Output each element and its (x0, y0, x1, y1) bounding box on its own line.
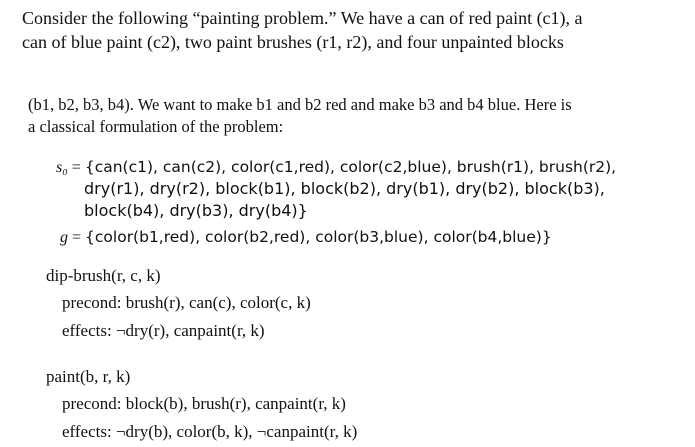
operator-dip-brush-precond: precond: brush(r), can(c), color(c, k) (62, 293, 311, 312)
goal-symbol: g (60, 229, 68, 246)
goal-equals: = (72, 229, 82, 246)
operator-dip-brush-head: dip-brush(r, c, k) (46, 266, 161, 285)
operator-paint-head: paint(b, r, k) (46, 367, 131, 386)
initial-state-line-3: block(b4), dry(b3), dry(b4)} (84, 201, 308, 220)
intro-line-2: can of blue paint (c2), two paint brushes (r1, r2), and four unpainted blocks (22, 32, 564, 52)
initial-state-set-1: {can(c1), can(c2), color(c1,red), color(c2,blue), brush(r1), brush(r2), (84, 158, 617, 176)
initial-state-equals: = (71, 159, 81, 176)
operator-paint-precond: precond: block(b), brush(r), canpaint(r, k) (62, 394, 346, 413)
initial-state-line-2: dry(r1), dry(r2), block(b1), block(b2), dry(b1), dry(b2), block(b3), (84, 179, 605, 198)
intro-line-1: Consider the following “painting problem.” We have a can of red paint (c1), a (22, 8, 583, 28)
operator-paint-effects: effects: ¬dry(b), color(b, k), ¬canpaint(r, k) (62, 422, 358, 441)
operator-dip-brush-effects: effects: ¬dry(r), canpaint(r, k) (62, 321, 265, 340)
para2-line-1: (b1, b2, b3, b4). We want to make b1 and b2 red and make b3 and b4 blue. Here is (28, 95, 572, 114)
initial-state-symbol: s₀ (56, 159, 68, 176)
initial-state-line-1 (56, 156, 616, 179)
goal-line (60, 226, 552, 249)
para2-line-2: a classical formulation of the problem: (28, 117, 284, 136)
goal-set: {color(b1,red), color(b2,red), color(b3,blue), color(b4,blue)} (85, 228, 552, 246)
